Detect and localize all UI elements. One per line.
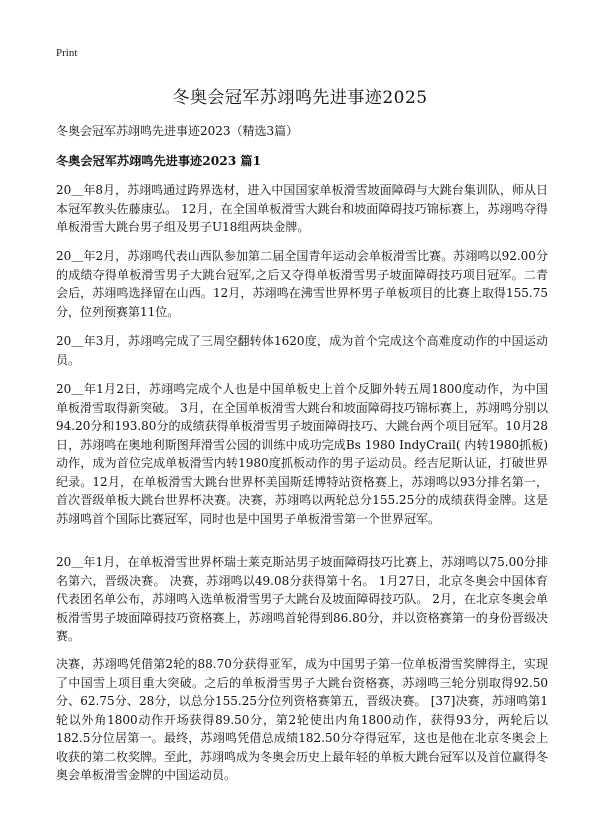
paragraph-6: 决赛，苏翊鸣凭借第2轮的88.70分获得亚军，成为中国男子第一位单板滑雪奖牌得主，实现了中国雪上项目重大突破。之后的单板滑雪男子大跳台资格赛，苏翊鸣三轮分别取得92.50分、62.75分、28分，以总分155.25分位列资格赛第五，晋级决赛。 [37]决赛，苏翊鸣第1轮以外角1800动作开场获得89.50分，第2轮使出内角1800动作，获得93分，两轮后以182.5分位居第一。最终，苏翊鸣凭借总成绩182.50分夺得冠军，这也是他在北京冬奥会上收获的第二枚奖牌。至此，苏翊鸣成为冬奥会历史上最年轻的单板大跳台冠军以及首位赢得冬奥会单板滑雪金牌的中国运动员。	[56, 657, 549, 782]
paragraph-2: 20＿年2月，苏翊鸣代表山西队参加第二届全国青年运动会单板滑雪比赛。苏翊鸣以92.00分的成绩夺得单板滑雪男子大跳台冠军,之后又夺得单板滑雪男子坡面障碍技巧项目冠军。二青会后，苏翊鸣选择留在山西。12月，苏翊鸣在沸雪世界杯男子单板项目的比赛上取得155.75分，位列预赛第11位。	[56, 249, 548, 319]
document-subtitle: 冬奥会冠军苏翊鸣先进事迹2023（精选3篇）	[56, 124, 299, 138]
page-title: 冬奥会冠军苏翊鸣先进事迹2025	[172, 88, 428, 108]
section-heading: 冬奥会冠军苏翊鸣先进事迹2023 篇1	[56, 154, 262, 168]
paragraph-4: 20＿年1月2日，苏翊鸣完成个人也是中国单板史上首个反脚外转五周1800度动作，为中国单板滑雪取得新突破。 3月，在全国单板滑雪大跳台和坡面障碍技巧锦标赛上，苏翊鸣分别以94.20分和193.80分的成绩获得单板滑雪男子坡面障碍技巧、大跳台两个项目冠军。10月28日，苏翊鸣在奥地利斯图拜滑雪公园的训练中成功完成Bs 1980 IndyCrail( 内转1980抓板)动作，成为首位完成单板滑雪内转1980度抓板动作的男子运动员。经吉尼斯认证，打破世界纪录。12月，在单板滑雪大跳台世界杯美国斯廷博特站资格赛上，苏翊鸣以93分排名第一，首次晋级单板大跳台世界杯决赛。决赛，苏翊鸣以两轮总分155.25分的成绩获得金牌。这是苏翊鸣首个国际比赛冠军，同时也是中国男子单板滑雪第一个世界冠军。	[56, 382, 548, 526]
print-label: Print	[56, 47, 78, 59]
paragraph-5: 20＿年1月，在单板滑雪世界杯瑞士莱克斯站男子坡面障碍技巧比赛上，苏翊鸣以75.00分排名第六，晋级决赛。 决赛，苏翊鸣以49.08分获得第十名。 1月27日，北京冬奥会中国体育代表团名单公布，苏翊鸣入选单板滑雪男子大跳台及坡面障碍技巧队。 2月，在北京冬奥会单板滑雪男子坡面障碍技巧资格赛上，苏翊鸣首轮得到86.80分，并以资格赛第一的身份晋级决赛。	[56, 555, 548, 643]
paragraph-1: 20＿年8月，苏翊鸣通过跨界选材，进入中国国家单板滑雪坡面障碍与大跳台集训队，师从日本冠军教头佐藤康弘。 12月，在全国单板滑雪大跳台和坡面障碍技巧锦标赛上，苏翊鸣夺得单板滑雪大跳台男子组及男子U18组两块金牌。	[56, 183, 548, 234]
paragraph-3: 20＿年3月，苏翊鸣完成了三周空翻转体1620度，成为首个完成这个高难度动作的中国运动员。	[56, 334, 548, 367]
